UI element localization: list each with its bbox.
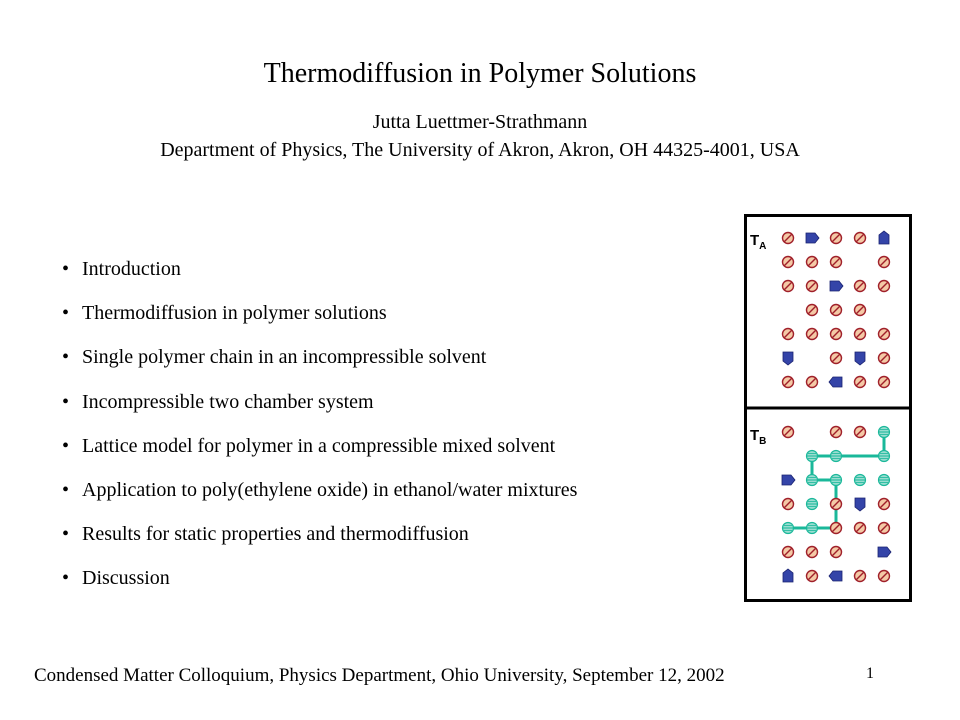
solvent-molecule-icon — [831, 233, 842, 244]
solvent-molecule-icon — [807, 329, 818, 340]
solvent-molecule-icon — [783, 257, 794, 268]
solvent-molecule-icon — [783, 233, 794, 244]
outline-item-text: Discussion — [82, 567, 170, 590]
solvent-molecule-icon — [783, 281, 794, 292]
outline-item-text: Results for static properties and thermodiffusion — [82, 523, 469, 546]
solvent-molecule-icon — [831, 329, 842, 340]
bullet-icon: • — [62, 302, 70, 325]
polymer-bead-icon — [831, 451, 842, 462]
solvent-molecule-icon — [807, 281, 818, 292]
slide-footer: Condensed Matter Colloquium, Physics Department, Ohio University, September 12, 2002 — [34, 665, 725, 686]
polymer-bead-icon — [855, 475, 866, 486]
polymer-bead-icon — [783, 523, 794, 534]
slide-title: Thermodiffusion in Polymer Solutions — [263, 58, 697, 89]
outline-item-text: Lattice model for polymer in a compressible mixed solvent — [82, 434, 556, 457]
solvent-molecule-icon — [855, 233, 866, 244]
outline-item — [62, 389, 577, 433]
solvent-molecule-icon — [783, 427, 794, 438]
solvent-molecule-icon — [879, 523, 890, 534]
solvent-molecule-icon — [879, 571, 890, 582]
bullet-icon: • — [62, 478, 70, 501]
solvent-molecule-icon — [879, 377, 890, 388]
solvent-molecule-icon — [783, 329, 794, 340]
solvent-molecule-icon — [879, 329, 890, 340]
solvent-molecule-icon — [783, 547, 794, 558]
solvent-molecule-icon — [879, 257, 890, 268]
author-name: Jutta Luettmer-Strathmann — [372, 111, 588, 133]
outline-item-text: Incompressible two chamber system — [82, 390, 374, 413]
solvent-molecule-icon — [807, 377, 818, 388]
solvent-molecule-icon — [831, 353, 842, 364]
solvent-molecule-icon — [879, 353, 890, 364]
polymer-bead-icon — [879, 451, 890, 462]
solvent-molecule-icon — [855, 329, 866, 340]
solvent-molecule-icon — [879, 499, 890, 510]
outline-item — [62, 433, 577, 477]
two-chamber-lattice-diagram — [744, 214, 912, 602]
chamber-a-label: $T_A$ — [750, 232, 767, 252]
bullet-icon: • — [62, 434, 70, 457]
solvent-molecule-icon — [783, 499, 794, 510]
bullet-icon: • — [62, 567, 70, 590]
solvent-molecule-icon — [831, 257, 842, 268]
solvent-molecule-icon — [807, 571, 818, 582]
solvent-molecule-icon — [855, 281, 866, 292]
chamber-b-label: $T_B$ — [750, 427, 767, 447]
author-affiliation: Department of Physics, The University of Akron, Akron, OH 44325-4001, USA — [160, 139, 800, 161]
outline-item — [62, 300, 577, 344]
solvent-molecule-icon — [855, 571, 866, 582]
outline-list — [62, 256, 577, 610]
bullet-icon: • — [62, 258, 70, 280]
outline-item — [62, 565, 577, 609]
bullet-icon: • — [62, 523, 70, 546]
outline-item-text: Application to poly(ethylene oxide) in ethanol/water mixtures — [82, 478, 578, 501]
polymer-bead-icon — [879, 475, 890, 486]
polymer-bead-icon — [807, 451, 818, 462]
solvent-molecule-icon — [831, 523, 842, 534]
outline-item — [62, 521, 577, 565]
page-number: 1 — [866, 665, 874, 682]
polymer-bead-icon — [807, 523, 818, 534]
solvent-molecule-icon — [879, 281, 890, 292]
outline-item — [62, 256, 577, 300]
polymer-bead-icon — [879, 427, 890, 438]
solvent-molecule-icon — [831, 547, 842, 558]
solvent-molecule-icon — [855, 427, 866, 438]
solvent-molecule-icon — [831, 499, 842, 510]
solvent-molecule-icon — [855, 305, 866, 316]
bullet-icon: • — [62, 390, 70, 413]
polymer-bead-icon — [807, 499, 818, 510]
outline-item-text: Thermodiffusion in polymer solutions — [82, 302, 387, 325]
outline-item — [62, 344, 577, 388]
solvent-molecule-icon — [831, 305, 842, 316]
outline-item-text: Introduction — [82, 258, 181, 280]
outline-item-text: Single polymer chain in an incompressible solvent — [82, 346, 487, 369]
bullet-icon: • — [62, 346, 70, 369]
outline-item — [62, 477, 577, 521]
polymer-bead-icon — [831, 475, 842, 486]
solvent-molecule-icon — [831, 427, 842, 438]
polymer-bead-icon — [807, 475, 818, 486]
solvent-molecule-icon — [807, 305, 818, 316]
solvent-molecule-icon — [807, 257, 818, 268]
solvent-molecule-icon — [807, 547, 818, 558]
solvent-molecule-icon — [783, 377, 794, 388]
solvent-molecule-icon — [855, 377, 866, 388]
solvent-molecule-icon — [855, 523, 866, 534]
